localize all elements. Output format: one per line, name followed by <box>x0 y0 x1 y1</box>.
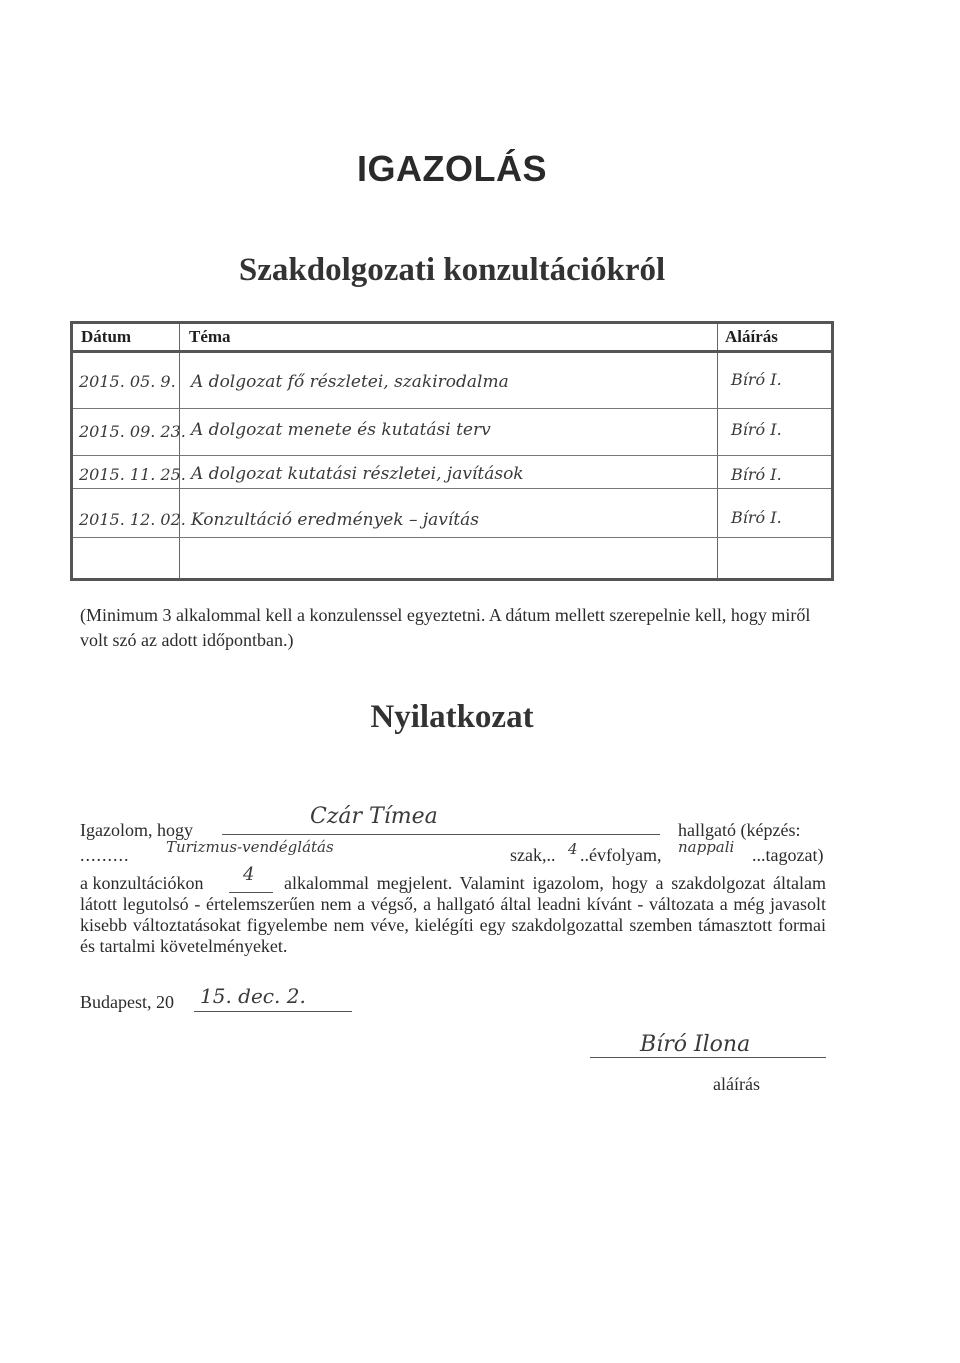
declaration-title: Nyilatkozat <box>370 699 534 735</box>
table-row-topic: Konzultáció eredmények – javítás <box>191 510 480 530</box>
table-divider <box>179 324 180 578</box>
table-row-rule <box>73 455 831 456</box>
table-header-signature: Aláírás <box>725 327 778 346</box>
form-label: ...tagozat) <box>752 845 824 865</box>
table-row-rule <box>73 537 831 538</box>
handwritten-date: 15. dec. 2. <box>200 984 306 1008</box>
table-header-rule <box>73 350 831 353</box>
table-row-date: 2015. 09. 23. <box>79 422 186 441</box>
place-date-prefix: Budapest, 20 <box>80 992 174 1012</box>
table-header-topic: Téma <box>189 327 231 346</box>
table-row-date: 2015. 12. 02. <box>79 510 186 529</box>
consult-count: 4 <box>243 864 255 885</box>
signature-label: aláírás <box>713 1074 760 1094</box>
table-row-rule <box>73 488 831 489</box>
table-row-signature: Bíró I. <box>731 420 782 439</box>
declaration-body: alkalommal megjelent. Valamint igazolom, hogy a szakdolgozat általam látott legutolsó - értelemszerűen nem a végső, a hallgató által leadni kívánt - változata a még javasolt kisebb változtatásokat figyelembe nem véve, kielégíti egy szakdolgozattal szemben támasztott formai és tartalmi követelményeket. <box>80 873 826 956</box>
declaration-intro: Igazolom, hogy <box>80 820 193 840</box>
document-subtitle: Szakdolgozati konzultációkról <box>238 252 666 288</box>
dots-start: ......... <box>80 845 130 865</box>
table-row-topic: A dolgozat menete és kutatási terv <box>191 420 491 440</box>
table-divider <box>717 324 718 578</box>
date-underline <box>194 1011 352 1012</box>
form-value: nappali <box>678 838 735 856</box>
name-underline <box>222 834 660 835</box>
table-row-date: 2015. 05. 9. <box>79 372 176 391</box>
consult-prefix: a konzultációkon <box>80 873 204 893</box>
table-header-date: Dátum <box>81 327 132 346</box>
student-name: Czár Tímea <box>310 804 438 829</box>
szak-label: szak,.. <box>510 845 556 865</box>
instruction-note: (Minimum 3 alkalommal kell a konzulenssel egyeztetni. A dátum mellett szerepelnie kell, hogy miről volt szó az adott időpontban.) <box>80 605 811 650</box>
document-title: IGAZOLÁS <box>357 148 547 189</box>
consultation-table <box>70 321 834 581</box>
table-row-rule <box>73 408 831 409</box>
student-suffix: hallgató (képzés: <box>678 820 801 840</box>
table-row-signature: Bíró I. <box>731 508 782 527</box>
table-row-topic: A dolgozat fő részletei, szakirodalma <box>191 372 509 392</box>
program-name: Turizmus-vendéglátás <box>166 838 334 856</box>
year-value: 4 <box>568 840 578 858</box>
year-label: ..évfolyam, <box>580 845 662 865</box>
table-row-date: 2015. 11. 25. <box>79 465 186 484</box>
handwritten-signature: Bíró Ilona <box>640 1032 751 1057</box>
declaration-text <box>80 873 826 957</box>
table-row-signature: Bíró I. <box>731 465 782 484</box>
table-row-signature: Bíró I. <box>731 370 782 389</box>
signature-underline <box>590 1057 826 1058</box>
table-row-topic: A dolgozat kutatási részletei, javítások <box>191 464 524 484</box>
